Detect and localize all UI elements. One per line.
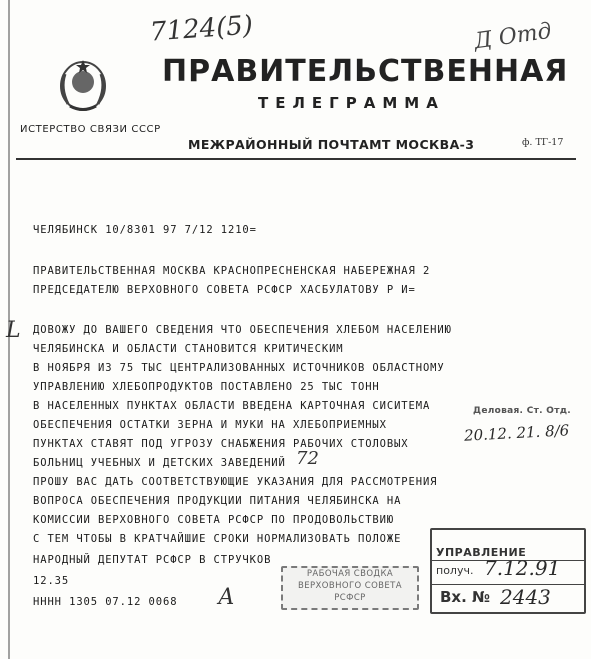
stamp-text-line: ВЕРХОВНОГО СОВЕТА xyxy=(298,581,402,591)
body-line: ДОВОЖУ ДО ВАШЕГО СВЕДЕНИЯ ЧТО ОБЕСПЕЧЕНИЯ ХЛЕБОМ НАСЕЛЕНИЮ xyxy=(33,324,452,336)
form-code: ф. ТГ-17 xyxy=(522,137,564,148)
body-line: ПУНКТАХ СТАВЯТ ПОД УГРОЗУ СНАБЖЕНИЯ РАБОЧИХ СТОЛОВЫХ xyxy=(33,438,409,450)
stamp-text-line: РСФСР xyxy=(334,593,366,603)
inbox-number-label: Вх. № xyxy=(440,588,491,606)
inbox-received-date: 7.12.91 xyxy=(484,556,561,580)
address-line: ПРЕДСЕДАТЕЛЮ ВЕРХОВНОГО СОВЕТА РСФСР ХАСБУЛАТОВУ Р И= xyxy=(33,284,416,296)
stamp-text-line: РАБОЧАЯ СВОДКА xyxy=(306,569,394,579)
body-line: С ТЕМ ЧТОБЫ В КРАТЧАЙШИЕ СРОКИ НОРМАЛИЗОВАТЬ ПОЛОЖЕ xyxy=(33,533,402,545)
handwritten-signature: А xyxy=(218,585,235,610)
body-line: ВОПРОСА ОБЕСПЕЧЕНИЯ ПРОДУКЦИИ ПИТАНИЯ ЧЕЛЯБИНСКА НА xyxy=(33,495,402,507)
body-line: ЧЕЛЯБИНСКА И ОБЛАСТИ СТАНОВИТСЯ КРИТИЧЕСКИМ xyxy=(33,343,344,355)
service-line: ЧЕЛЯБИНСК 10/8301 97 7/12 1210= xyxy=(33,224,257,236)
ministry-label: ИСТЕРСТВО СВЯЗИ СССР xyxy=(20,124,161,135)
document-title: ПРАВИТЕЛЬСТВЕННАЯ xyxy=(162,54,569,89)
faded-office-stamp xyxy=(281,566,419,610)
handwritten-margin-mark: L xyxy=(6,318,21,343)
body-line: КОМИССИИ ВЕРХОВНОГО СОВЕТА РСФСР ПО ПРОДОВОЛЬСТВИЮ xyxy=(33,514,395,526)
registration-stamp-date: 20.12. 21. 8/6 xyxy=(463,421,570,445)
handwritten-paragraph-number: 72 xyxy=(296,448,319,469)
header-divider xyxy=(16,158,576,160)
inbox-number: 2443 xyxy=(500,585,551,609)
footer-time: 12.35 xyxy=(33,575,70,587)
registration-stamp-label: Деловая. Ст. Отд. xyxy=(470,404,574,418)
document-subtitle: ТЕЛЕГРАММА xyxy=(258,94,445,112)
body-line: БОЛЬНИЦ УЧЕБНЫХ И ДЕТСКИХ ЗАВЕДЕНИЙ xyxy=(33,457,286,469)
address-line: ПРАВИТЕЛЬСТВЕННАЯ МОСКВА КРАСНОПРЕСНЕНСКАЯ НАБЕРЕЖНАЯ 2 xyxy=(33,265,431,277)
body-line: УПРАВЛЕНИЮ ХЛЕБОПРОДУКТОВ ПОСТАВЛЕНО 25 ТЫС ТОНН xyxy=(33,381,380,393)
ussr-emblem-icon xyxy=(56,56,110,114)
registration-stamp xyxy=(462,402,584,448)
body-line: В НАСЕЛЕННЫХ ПУНКТАХ ОБЛАСТИ ВВЕДЕНА КАРТОЧНАЯ СИСИТЕМА xyxy=(33,400,431,412)
body-line: НАРОДНЫЙ ДЕПУТАТ РСФСР В СТРУЧКОВ xyxy=(33,554,272,566)
handwritten-file-number: 7124(5) xyxy=(149,10,254,48)
inbox-received-label: получ. xyxy=(436,564,474,577)
body-line: ПРОШУ ВАС ДАТЬ СООТВЕТСТВУЮЩИЕ УКАЗАНИЯ ДЛЯ РАССМОТРЕНИЯ xyxy=(33,476,438,488)
body-line: ОБЕСПЕЧЕНИЯ ОСТАТКИ ЗЕРНА И МУКИ НА ХЛЕБОПРИЕМНЫХ xyxy=(33,419,387,431)
inbox-stamp xyxy=(430,528,586,614)
body-line: В НОЯБРЯ ИЗ 75 ТЫС ЦЕНТРАЛИЗОВАННЫХ ИСТОЧНИКОВ ОБЛАСТНОМУ xyxy=(33,362,445,374)
footer-service-line: НННН 1305 07.12 0068 xyxy=(33,596,178,608)
inbox-stamp-title: УПРАВЛЕНИЕ xyxy=(436,546,527,559)
post-office-label: МЕЖРАЙОННЫЙ ПОЧТАМТ МОСКВА-3 xyxy=(188,137,475,152)
handwritten-department-note: Д Отд xyxy=(472,18,554,55)
